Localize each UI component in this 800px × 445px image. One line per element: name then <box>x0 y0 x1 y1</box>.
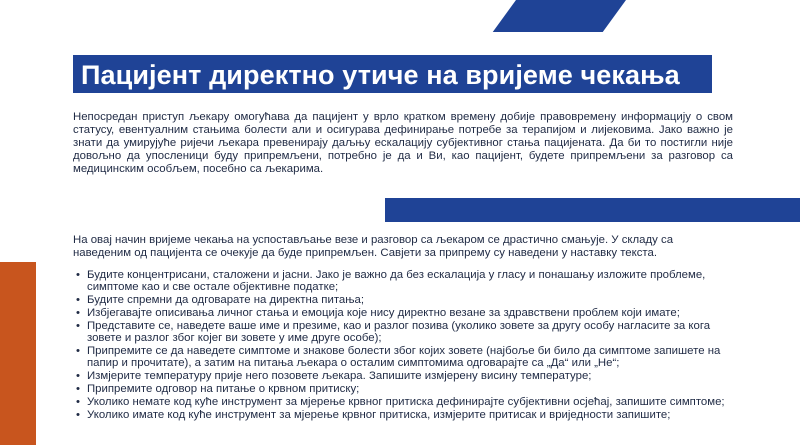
page-title: Пацијент директно утиче на вријеме чекања <box>81 60 680 90</box>
decorative-orange-bar <box>0 262 36 445</box>
list-item: • Будите спремни да одговарате на директна питања; <box>73 294 733 306</box>
list-item: • Представите се, наведете ваше име и презиме, као и разлог позива (уколико зовете за другу особу нагласите за кога зовете и разлог због којег ви зовете у име друге особе); <box>73 320 733 344</box>
list-item: • Уколико имате код куће инструмент за мјерење крвног притиска, измјерите притисак и вриједности запишите; <box>73 409 733 421</box>
list-item: • Припремите одговор на питање о крвном притиску; <box>73 383 733 395</box>
list-item: • Будите концентрисани, сталожени и јасни. Јако је важно да без ескалација у гласу и понашању изложите проблеме, симптоме као и све остале објективне податке; <box>73 269 733 293</box>
intro-paragraph: Непосредан приступ љекару омогућава да пацијент у врло кратком времену добије правовремену информацију о свом статусу, евентуалним стањима болести али и осигурава дефинирање потребе за терапијом и лијековима. Јако важно је знати да умирујуће ријечи љекара превенирају даљњу ескалацију субјективног стања пацијената. Да би то постигли није довољно да упосленици буду припремљени, потребно је да и Ви, као пацијент, будете припремљени за разговор са медицинским особљем, посебно са љекарима. <box>73 111 733 175</box>
list-item: • Припремите се да наведете симптоме и знакове болести због којих зовете (најбоље би било да симптоме запишете на папир и прочитате), а затим на питања љекара о осталим симптомима одговарајте са „Да“ или „Не“; <box>73 345 733 369</box>
list-item: • Уколико немате код куће инструмент за мјерење крвног притиска дефинирајте субјективни осјећај, запишите симптоме; <box>73 396 733 408</box>
decorative-blue-band <box>385 198 800 222</box>
decorative-slash <box>493 0 634 32</box>
list-item: • Избјегавајте описивања личног стања и емоција које нису директно везане за здравствени проблем који имате; <box>73 307 733 319</box>
title-banner <box>73 53 712 95</box>
tips-list <box>73 269 733 422</box>
lead-paragraph: На овај начин вријеме чекања на успостављање везе и разговор са љекаром се драстично смањује. У складу са наведеним од пацијента се очекује да буде припремљен. Савјети за припрему су наведени у наставку текста. <box>73 234 674 259</box>
list-item: • Измјерите температуру прије него позовете љекара. Запишите измјерену висину температуре; <box>73 370 733 382</box>
